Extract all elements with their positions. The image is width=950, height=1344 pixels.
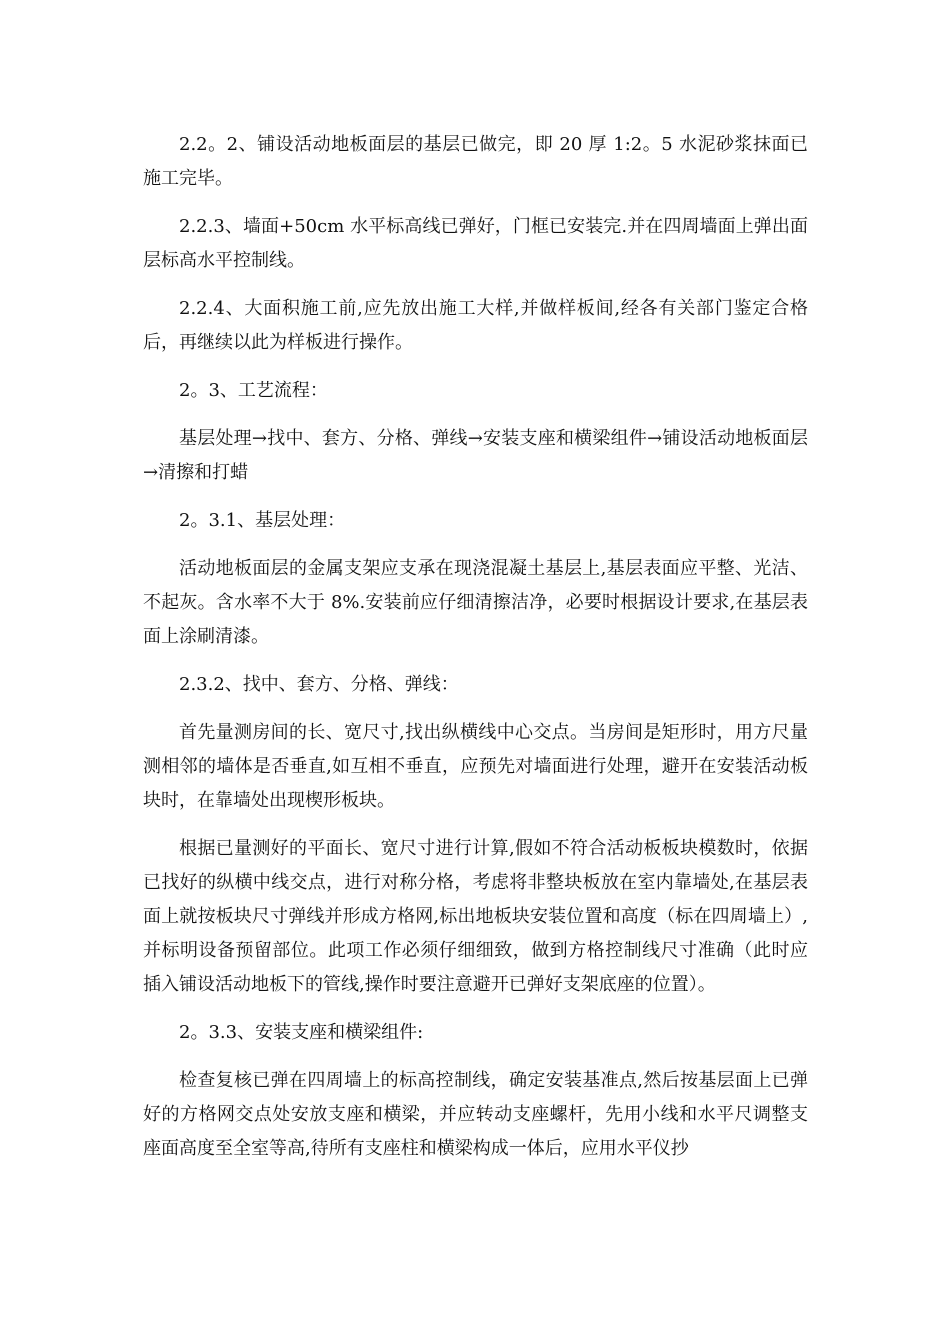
paragraph-2-2-2: 2.2。2、铺设活动地板面层的基层已做完，即 20 厚 1:2。5 水泥砂浆抹面已施工完毕。 [143,134,808,189]
heading-2-3-1-base-treatment: 2。3.1、基层处理： [179,510,346,531]
paragraph-measure-room: 首先量测房间的长、宽尺寸,找出纵横线中心交点。当房间是矩形时，用方尺量测相邻的墙体是否垂直,如互相不垂直，应预先对墙面进行处理，避开在安装活动板块时，在靠墙处出现楔形板块。 [143,722,808,811]
paragraph-grid-calculation: 根据已量测好的平面长、宽尺寸进行计算,假如不符合活动板板块模数时，依据已找好的纵横中线交点，进行对称分格，考虑将非整块板放在室内靠墙处,在基层表面上就按板块尺寸弹线并形成方格网,标出地板块安装位置和高度（标在四周墙上）,并标明设备预留部位。此项工作必须仔细细致，做到方格控制线尺寸准确（此时应插入铺设活动地板下的管线,操作时要注意避开已弹好支架底座的位置）。 [143,838,808,995]
paragraph-2-2-3: 2.2.3、墙面+50cm 水平标高线已弹好，门框已安装完.并在四周墙面上弹出面层标高水平控制线。 [143,216,808,271]
paragraph-2-2-4: 2.2.4、大面积施工前,应先放出施工大样,并做样板间,经各有关部门鉴定合格后，再继续以此为样板进行操作。 [143,298,808,353]
heading-2-3-process-flow: 2。3、工艺流程： [179,380,328,401]
document-body [143,128,808,1180]
heading-2-3-3-install-supports: 2。3.3、安装支座和横梁组件: [179,1022,424,1043]
paragraph-install-supports: 检查复核已弹在四周墙上的标高控制线，确定安装基准点,然后按基层面上已弹好的方格网交点处安放支座和横梁，并应转动支座螺杆，先用小线和水平尺调整支座面高度至全室等高,待所有支座柱和横梁构成一体后，应用水平仪抄 [143,1070,808,1159]
paragraph-process-flow-steps: 基层处理→找中、套方、分格、弹线→安装支座和横梁组件→铺设活动地板面层→清擦和打蜡 [143,428,808,483]
paragraph-base-treatment: 活动地板面层的金属支架应支承在现浇混凝土基层上,基层表面应平整、光洁、不起灰。含水率不大于 8%.安装前应仔细清擦洁净，必要时根据设计要求,在基层表面上涂刷清漆。 [143,558,808,647]
heading-2-3-2-layout-lines: 2.3.2、找中、套方、分格、弹线： [179,674,459,695]
